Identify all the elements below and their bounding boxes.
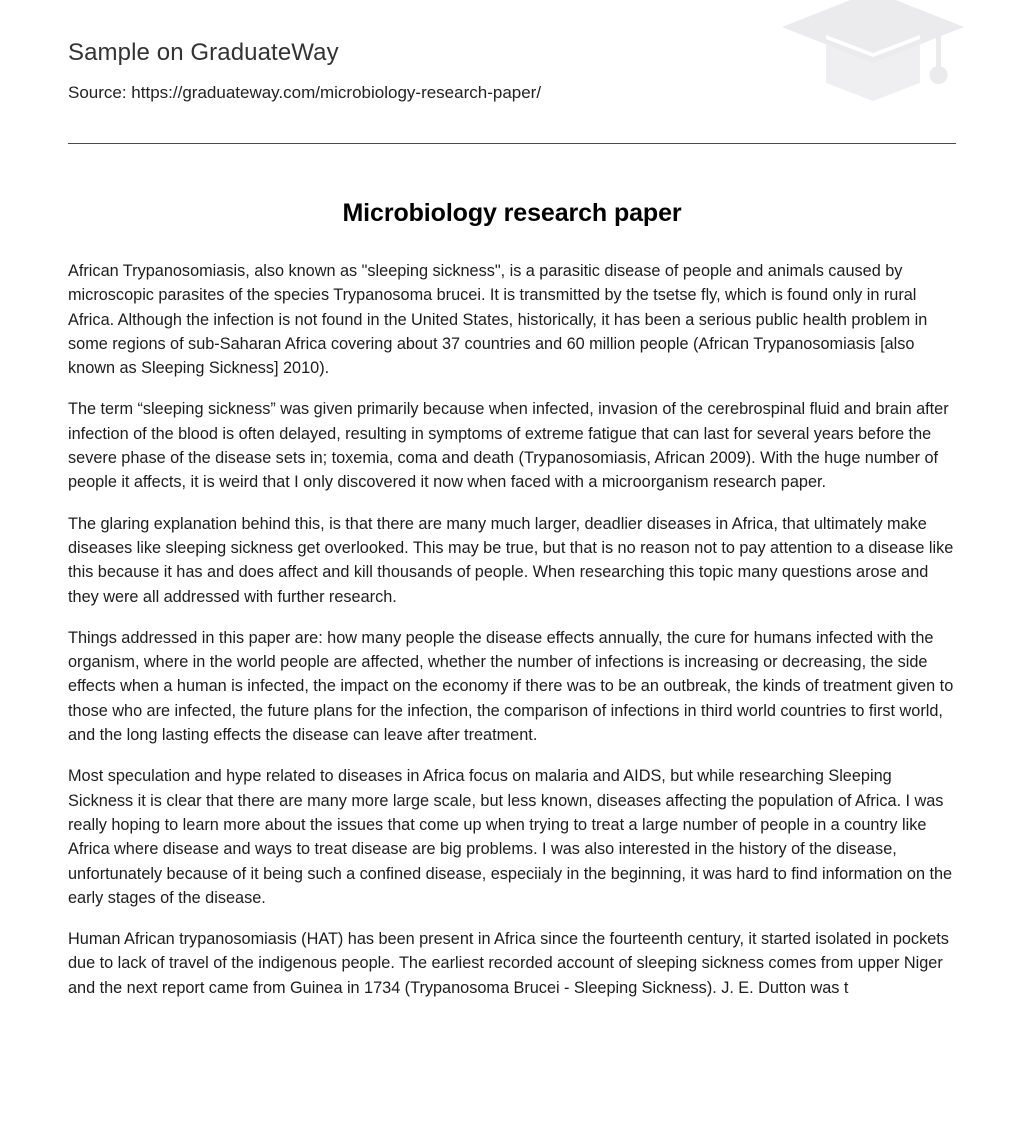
page-header [68,0,956,104]
header-divider [68,143,956,144]
paragraph: Human African trypanosomiasis (HAT) has been present in Africa since the fourteenth century, it started isolated in pockets due to lack of travel of the indigenous people. The earliest recorded account of sleeping sickness comes from upper Niger and the next report came from Guinea in 1734 (Trypanosoma Brucei - Sleeping Sickness). J. E. Dutton was t [68,930,949,997]
source-url-line: Source: https://graduateway.com/microbiology-research-paper/ [68,83,542,102]
paragraph: Things addressed in this paper are: how many people the disease effects annually, the cure for humans infected with the organism, where in the world people are affected, whether the number of infections is increasing or decreasing, the side effects when a human is infected, the impact on the economy if there was to be an outbreak, the kinds of treatment given to those who are infected, the future plans for the infection, the comparison of infections in third world countries to first world, and the long lasting effects the disease can leave after treatment. [68,628,954,745]
paragraph: The glaring explanation behind this, is that there are many much larger, deadlier diseases in Africa, that ultimately make diseases like sleeping sickness get overlooked. This may be true, but that is no reason not to pay attention to a disease like this because it has and does affect and kill thousands of people. When researching this topic many questions arose and they were all addressed with further research. [68,514,954,606]
paragraph: African Trypanosomiasis, also known as "sleeping sickness", is a parasitic disease of people and animals caused by microscopic parasites of the species Trypanosoma brucei. It is transmitted by the tsetse fly, which is found only in rural Africa. Although the infection is not found in the United States, historically, it has been a serious public health problem in some regions of sub-Saharan Africa covering about 37 countries and 60 million people (African Trypanosomiasis [also known as Sleeping Sickness] 2010). [68,262,928,378]
page-title: Microbiology research paper [342,199,682,227]
paragraph: The term “sleeping sickness” was given primarily because when infected, invasion of the cerebrospinal fluid and brain after infection of the blood is often delayed, resulting in symptoms of extreme fatigue that can last for several years before the severe phase of the disease sets in; toxemia, coma and death (Trypanosomiasis, African 2009). With the huge number of people it affects, it is weird that I only discovered it now when faced with a microorganism research paper. [68,400,949,492]
brand-title: Sample on GraduateWay [68,39,339,66]
paragraph: Most speculation and hype related to diseases in Africa focus on malaria and AIDS, but while researching Sleeping Sickness it is clear that there are many more large scale, but less known, diseases affecting the population of Africa. I was really hoping to learn more about the issues that come up when trying to treat a large number of people in a country like Africa where disease and ways to treat disease are big problems. I was also interested in the history of the disease, unfortunately because of it being such a confined disease, especiialy in the beginning, it was hard to find information on the early stages of the disease. [68,767,953,907]
article-body [68,229,956,1000]
